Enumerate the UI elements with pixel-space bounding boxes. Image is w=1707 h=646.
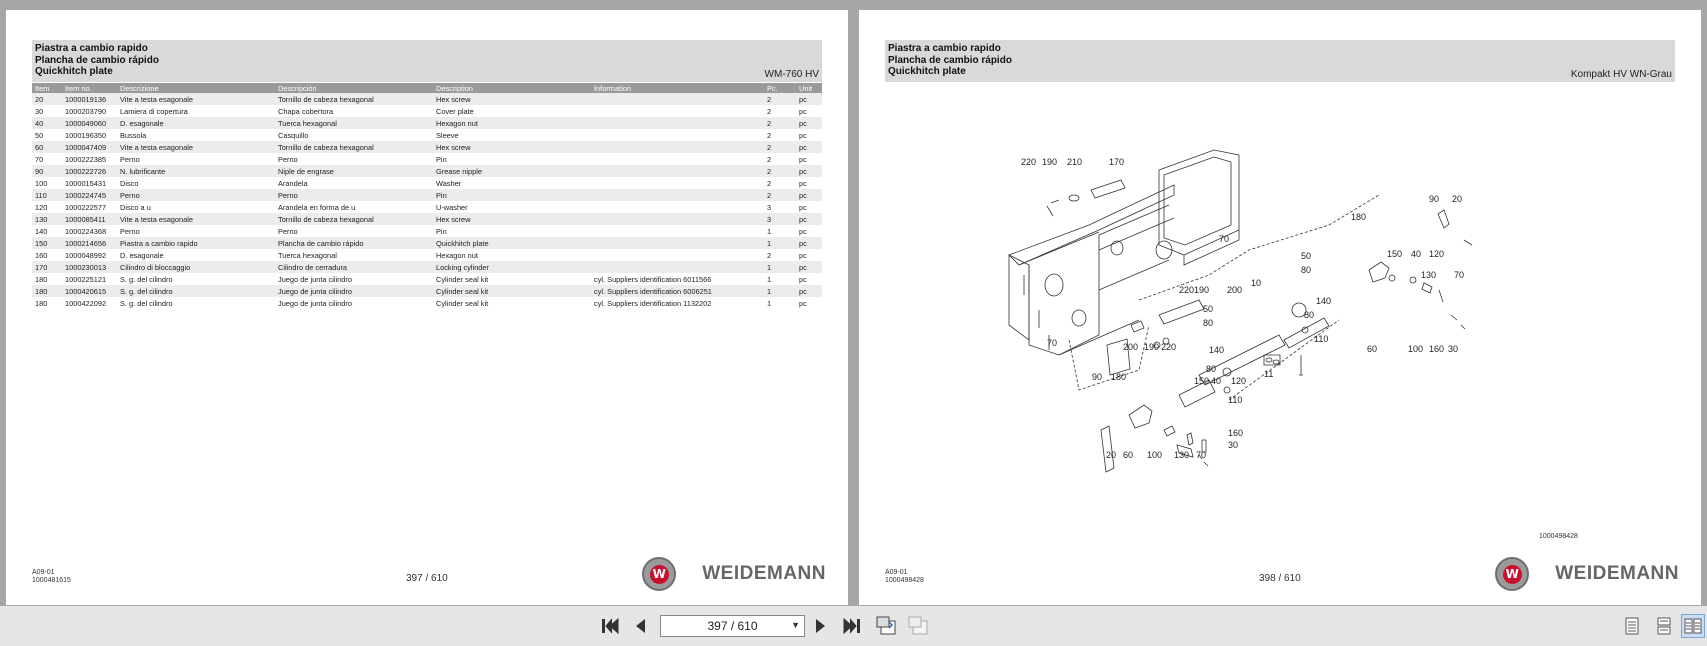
table-row	[32, 153, 822, 165]
table-cell: pc	[796, 237, 822, 249]
table-cell: Perno	[117, 189, 275, 201]
table-cell: 2	[764, 141, 796, 153]
table-cell: Juego de junta cilindro	[278, 274, 352, 284]
table-cell: 2	[764, 93, 796, 105]
logo-letter: W	[650, 565, 669, 584]
part-callout-label: 60	[1367, 344, 1378, 354]
table-cell: Pin	[433, 189, 591, 201]
table-header-row	[32, 83, 822, 93]
table-cell: 2	[767, 154, 772, 164]
table-cell: 2	[767, 130, 772, 140]
table-cell: 1000420615	[62, 285, 117, 297]
table-cell: Arandela en forma de u	[278, 202, 356, 212]
table-cell: Hex screw	[433, 213, 591, 225]
table-cell: U-washer	[436, 202, 468, 212]
table-cell: 1000222577	[65, 202, 107, 212]
table-cell: N. lubrificante	[117, 165, 275, 177]
part-callout-label: 60	[1123, 450, 1134, 460]
table-cell	[591, 249, 764, 261]
table-cell: 2	[764, 117, 796, 129]
table-cell: Grease nipple	[433, 165, 591, 177]
title-italian: Piastra a cambio rapido	[888, 43, 1001, 54]
part-callout-label: 10	[1251, 278, 1262, 288]
part-callout-label: 70	[1454, 270, 1465, 280]
table-cell: 20	[32, 93, 62, 105]
part-callout-label: 30	[1228, 440, 1239, 450]
table-cell: 50	[35, 130, 44, 140]
column-header: Pc.	[764, 83, 796, 93]
table-cell: Hex screw	[433, 93, 591, 105]
table-cell: 180	[35, 298, 48, 308]
part-callout-label: 190	[1042, 157, 1058, 167]
table-cell: Lamiera di copertura	[120, 106, 188, 116]
table-cell: S. g. del cilindro	[120, 274, 173, 284]
table-cell: Washer	[436, 178, 462, 188]
table-cell: 1000222726	[62, 165, 117, 177]
table-cell	[591, 105, 764, 117]
table-cell: Bussola	[120, 130, 147, 140]
table-cell	[591, 165, 764, 177]
column-header: Descripción	[275, 83, 433, 93]
table-row	[32, 165, 822, 177]
catalog-page-left	[6, 10, 848, 605]
logo-badge-icon	[1495, 557, 1529, 591]
chevron-down-icon[interactable]: ▼	[791, 620, 800, 630]
table-cell: pc	[796, 117, 822, 129]
table-cell: 2	[767, 178, 772, 188]
part-callout-label: 90	[1429, 194, 1440, 204]
column-header: Unit	[796, 83, 822, 93]
page-header	[32, 40, 822, 82]
page-header	[885, 40, 1675, 82]
table-cell	[591, 237, 764, 249]
part-callout-label: 110	[1314, 334, 1329, 344]
table-row	[32, 297, 822, 309]
part-callout-label: 80	[1301, 265, 1312, 275]
table-cell: 40	[32, 117, 62, 129]
table-cell: Piastra a cambio rapido	[117, 237, 275, 249]
table-cell	[591, 261, 764, 273]
title-spanish: Plancha de cambio rápido	[35, 54, 159, 66]
table-cell: Tornillo de cabeza hexagonal	[275, 93, 433, 105]
first-page-icon	[601, 618, 619, 634]
part-callout-label: 160	[1228, 428, 1244, 438]
table-row	[32, 213, 822, 225]
table-cell: Tuerca hexagonal	[275, 117, 433, 129]
table-row	[32, 141, 822, 153]
table-cell: 1000230013	[62, 261, 117, 273]
weidemann-logo	[642, 557, 826, 591]
table-cell: 1	[767, 274, 772, 284]
part-callout-label: 70	[1219, 234, 1230, 244]
table-cell: D. esagonale	[117, 117, 275, 129]
table-cell: 60	[32, 141, 62, 153]
diagram-id: 1000498428	[1539, 533, 1578, 540]
table-cell	[591, 177, 764, 189]
part-callout-label: 190	[1144, 342, 1160, 352]
weidemann-logo	[1495, 557, 1679, 591]
table-cell	[591, 189, 764, 201]
table-cell: pc	[796, 141, 822, 153]
table-cell: pc	[799, 130, 807, 140]
table-row	[32, 129, 822, 141]
part-callout-label: 200	[1123, 342, 1139, 352]
table-cell: Perno	[278, 154, 298, 164]
table-cell: S. g. del cilindro	[120, 298, 173, 308]
table-cell: Arandela	[278, 178, 308, 188]
part-callout-label: 20	[1452, 194, 1463, 204]
continuous-view-button[interactable]	[1652, 614, 1676, 638]
table-cell: Disco a u	[120, 202, 151, 212]
table-cell: cyl. Suppliers identification 6006251	[591, 285, 764, 297]
current-page-value: 397 / 610	[707, 619, 758, 633]
table-cell: 1000085411	[62, 213, 117, 225]
logo-badge-icon	[642, 557, 676, 591]
table-cell	[591, 117, 764, 129]
table-cell: 1000224368	[65, 226, 107, 236]
table-row	[32, 189, 822, 201]
table-cell: pc	[799, 202, 807, 212]
first-page-button[interactable]	[598, 614, 622, 638]
table-cell: pc	[799, 106, 807, 116]
last-page-icon	[843, 618, 861, 634]
part-callout-label: 70	[1047, 338, 1058, 348]
table-cell: Vite a testa esagonale	[117, 141, 275, 153]
viewer-toolbar	[0, 606, 1707, 646]
continuous-view-icon	[1656, 617, 1672, 635]
table-cell: 160	[35, 250, 48, 260]
table-cell	[591, 213, 764, 225]
part-callout-label: 110	[1228, 395, 1243, 405]
rotate-page-icon	[875, 616, 897, 636]
table-cell: Pin	[436, 226, 447, 236]
table-cell: 170	[32, 261, 62, 273]
table-cell: Cylinder seal kit	[436, 298, 489, 308]
table-cell: 1000422092	[65, 298, 107, 308]
table-cell: 1000019136	[62, 93, 117, 105]
table-cell: 100	[35, 178, 48, 188]
table-cell: Cilindro de cerradura	[275, 261, 433, 273]
table-cell: 180	[35, 274, 48, 284]
table-cell: 90	[32, 165, 62, 177]
table-cell: 1000214656	[62, 237, 117, 249]
table-cell: 1000047409	[62, 141, 117, 153]
table-cell	[591, 129, 764, 141]
table-cell: 2	[764, 165, 796, 177]
next-page-icon	[814, 618, 828, 634]
page-number: 398 / 610	[1259, 573, 1301, 584]
diagram-labels	[1021, 157, 1464, 460]
machine-model: Kompakt HV WN-Grau	[1570, 69, 1672, 80]
table-cell: pc	[796, 93, 822, 105]
part-callout-label: 30	[1448, 344, 1459, 354]
table-cell: Perno	[120, 226, 140, 236]
table-row	[32, 285, 822, 297]
table-cell: 150	[32, 237, 62, 249]
two-page-view-button[interactable]	[1681, 614, 1705, 638]
table-cell: Vite a testa esagonale	[117, 213, 275, 225]
logo-text: WEIDEMANN	[1555, 563, 1679, 584]
table-cell: pc	[796, 189, 822, 201]
parts-table	[32, 83, 822, 309]
logo-letter: W	[1503, 565, 1522, 584]
part-callout-label: 170	[1109, 157, 1125, 167]
table-cell: Plancha de cambio rápido	[275, 237, 433, 249]
table-cell: 1000048992	[65, 250, 107, 260]
table-cell: Hexagon nut	[436, 250, 478, 260]
part-callout-label: 150	[1387, 249, 1403, 259]
table-cell	[591, 225, 764, 237]
table-cell	[591, 153, 764, 165]
footer-section: A09-01	[32, 569, 55, 576]
diagram-drawing	[1009, 150, 1472, 472]
table-cell: 70	[35, 154, 44, 164]
part-callout-label: 80	[1203, 318, 1214, 328]
footer-doc-number: 1000481615	[32, 577, 71, 584]
part-callout-label: 11	[1264, 369, 1274, 379]
table-cell: pc	[796, 261, 822, 273]
table-cell: Disco	[120, 178, 139, 188]
table-row	[32, 177, 822, 189]
rotate-page-alt-icon	[907, 616, 929, 636]
part-callout-label: 90	[1092, 372, 1103, 382]
table-cell: 120	[35, 202, 48, 212]
part-callout-label: 130	[1174, 450, 1190, 460]
table-cell: 3	[767, 202, 772, 212]
table-row	[32, 201, 822, 213]
part-callout-label: 150	[1194, 376, 1210, 386]
part-callout-label: 130	[1421, 270, 1437, 280]
part-callout-label: 220	[1161, 342, 1177, 352]
table-row	[32, 93, 822, 105]
table-cell: Hex screw	[433, 141, 591, 153]
column-header: Information	[591, 83, 764, 93]
table-cell: 1	[764, 237, 796, 249]
column-header: Descrizione	[117, 83, 275, 93]
table-cell: Locking cylinder	[433, 261, 591, 273]
single-page-view-button[interactable]	[1620, 614, 1644, 638]
part-callout-label: 80	[1206, 364, 1217, 374]
table-cell: Casquillo	[278, 130, 309, 140]
table-row	[32, 261, 822, 273]
title-spanish: Plancha de cambio rápido	[888, 54, 1012, 66]
table-cell: 140	[35, 226, 48, 236]
table-cell: Cilindro di bloccaggio	[117, 261, 275, 273]
page-number-input[interactable]	[660, 615, 805, 637]
part-callout-label: 50	[1203, 304, 1214, 314]
table-row	[32, 105, 822, 117]
table-cell: 1000224745	[62, 189, 117, 201]
part-callout-label: 200	[1227, 285, 1243, 295]
table-cell: 130	[32, 213, 62, 225]
table-cell: 2	[764, 189, 796, 201]
table-cell: 180	[32, 285, 62, 297]
table-cell: Tornillo de cabeza hexagonal	[275, 213, 433, 225]
table-cell: 2	[767, 250, 772, 260]
title-english: Quickhitch plate	[35, 66, 113, 77]
part-callout-label: 2201	[1179, 285, 1200, 295]
table-cell: pc	[799, 154, 807, 164]
catalog-page-right	[859, 10, 1701, 605]
table-cell: pc	[799, 298, 807, 308]
rotate-page-alt-button[interactable]	[906, 614, 930, 638]
table-cell: 1000049060	[62, 117, 117, 129]
part-callout-label: 120	[1429, 249, 1445, 259]
column-header: Description	[433, 83, 591, 93]
table-cell: Vite a testa esagonale	[117, 93, 275, 105]
table-cell: cyl. Suppliers identification 6011566	[594, 274, 712, 284]
part-callout-label: 180	[1351, 212, 1367, 222]
part-callout-label: 20	[1106, 450, 1117, 460]
logo-text: WEIDEMANN	[702, 563, 826, 584]
previous-page-button[interactable]	[628, 614, 652, 638]
table-cell: 3	[764, 213, 796, 225]
next-page-button[interactable]	[809, 614, 833, 638]
table-cell: 1000225121	[65, 274, 107, 284]
last-page-button[interactable]	[840, 614, 864, 638]
table-cell: Hexagon nut	[433, 117, 591, 129]
title-english: Quickhitch plate	[888, 66, 966, 77]
table-cell: Perno	[120, 154, 140, 164]
column-header: Item no.	[62, 83, 117, 93]
table-cell: 1000196350	[65, 130, 107, 140]
table-row	[32, 249, 822, 261]
table-cell: Perno	[278, 226, 298, 236]
previous-page-icon	[633, 618, 647, 634]
table-cell: 1000203790	[65, 106, 107, 116]
exploded-parts-diagram	[999, 140, 1499, 520]
table-cell: pc	[799, 250, 807, 260]
part-callout-label: 70	[1196, 450, 1207, 460]
table-cell: pc	[799, 274, 807, 284]
part-callout-label: 210	[1067, 157, 1083, 167]
part-callout-label: 180	[1111, 372, 1127, 382]
footer-code	[32, 569, 71, 585]
table-cell: pc	[799, 178, 807, 188]
table-cell: 30	[35, 106, 44, 116]
page-number: 397 / 610	[406, 573, 448, 584]
table-cell: 110	[32, 189, 62, 201]
single-page-view-icon	[1624, 617, 1640, 635]
table-cell: 2	[767, 106, 772, 116]
table-row	[32, 225, 822, 237]
table-row	[32, 273, 822, 285]
table-cell: 1	[767, 298, 772, 308]
table-cell: Tuerca hexagonal	[278, 250, 337, 260]
table-cell: pc	[799, 226, 807, 236]
machine-model: WM-760 HV	[764, 69, 819, 80]
rotate-page-button[interactable]	[874, 614, 898, 638]
title-italian: Piastra a cambio rapido	[35, 43, 148, 54]
table-cell: Pin	[436, 154, 447, 164]
two-page-view-icon	[1684, 617, 1702, 635]
table-cell: D. esagonale	[120, 250, 164, 260]
footer-code	[885, 569, 924, 585]
table-cell: Perno	[275, 189, 433, 201]
part-callout-label: 140	[1316, 296, 1332, 306]
table-cell: Chapa cobertora	[278, 106, 334, 116]
footer-section: A09-01	[885, 569, 908, 576]
table-cell: Cylinder seal kit	[433, 285, 591, 297]
table-cell: 1	[764, 261, 796, 273]
part-callout-label: 120	[1231, 376, 1247, 386]
table-cell: Juego de junta cilindro	[278, 298, 352, 308]
table-cell	[591, 93, 764, 105]
table-row	[32, 237, 822, 249]
footer-doc-number: 1000498428	[885, 577, 924, 584]
table-cell: S. g. del cilindro	[117, 285, 275, 297]
part-callout-label: 160	[1429, 344, 1445, 354]
table-cell: 1	[767, 226, 772, 236]
table-cell: Sleeve	[436, 130, 459, 140]
part-callout-label: 40	[1411, 249, 1422, 259]
table-cell: 1000222385	[65, 154, 107, 164]
table-cell	[591, 201, 764, 213]
table-cell: Juego de junta cilindro	[275, 285, 433, 297]
part-callout-label: 140	[1209, 345, 1225, 355]
table-cell: Quickhitch plate	[433, 237, 591, 249]
part-callout-label: 90	[1199, 285, 1210, 295]
table-cell: Cylinder seal kit	[436, 274, 489, 284]
column-header: Item	[32, 83, 62, 93]
table-cell: Cover plate	[436, 106, 474, 116]
part-callout-label: 220	[1021, 157, 1037, 167]
table-cell: Tornillo de cabeza hexagonal	[275, 141, 433, 153]
part-callout-label: 80	[1304, 310, 1315, 320]
table-cell: pc	[796, 165, 822, 177]
part-callout-label: 50	[1301, 251, 1312, 261]
table-cell: pc	[796, 285, 822, 297]
table-row	[32, 117, 822, 129]
table-cell: 1	[764, 285, 796, 297]
table-cell: pc	[796, 213, 822, 225]
table-cell: Niple de engrase	[275, 165, 433, 177]
part-callout-label: 100	[1408, 344, 1424, 354]
table-cell: cyl. Suppliers identification 1132202	[594, 298, 712, 308]
table-cell	[591, 141, 764, 153]
part-callout-label: 100	[1147, 450, 1163, 460]
part-callout-label: 40	[1211, 376, 1222, 386]
table-cell: 1000015431	[65, 178, 107, 188]
